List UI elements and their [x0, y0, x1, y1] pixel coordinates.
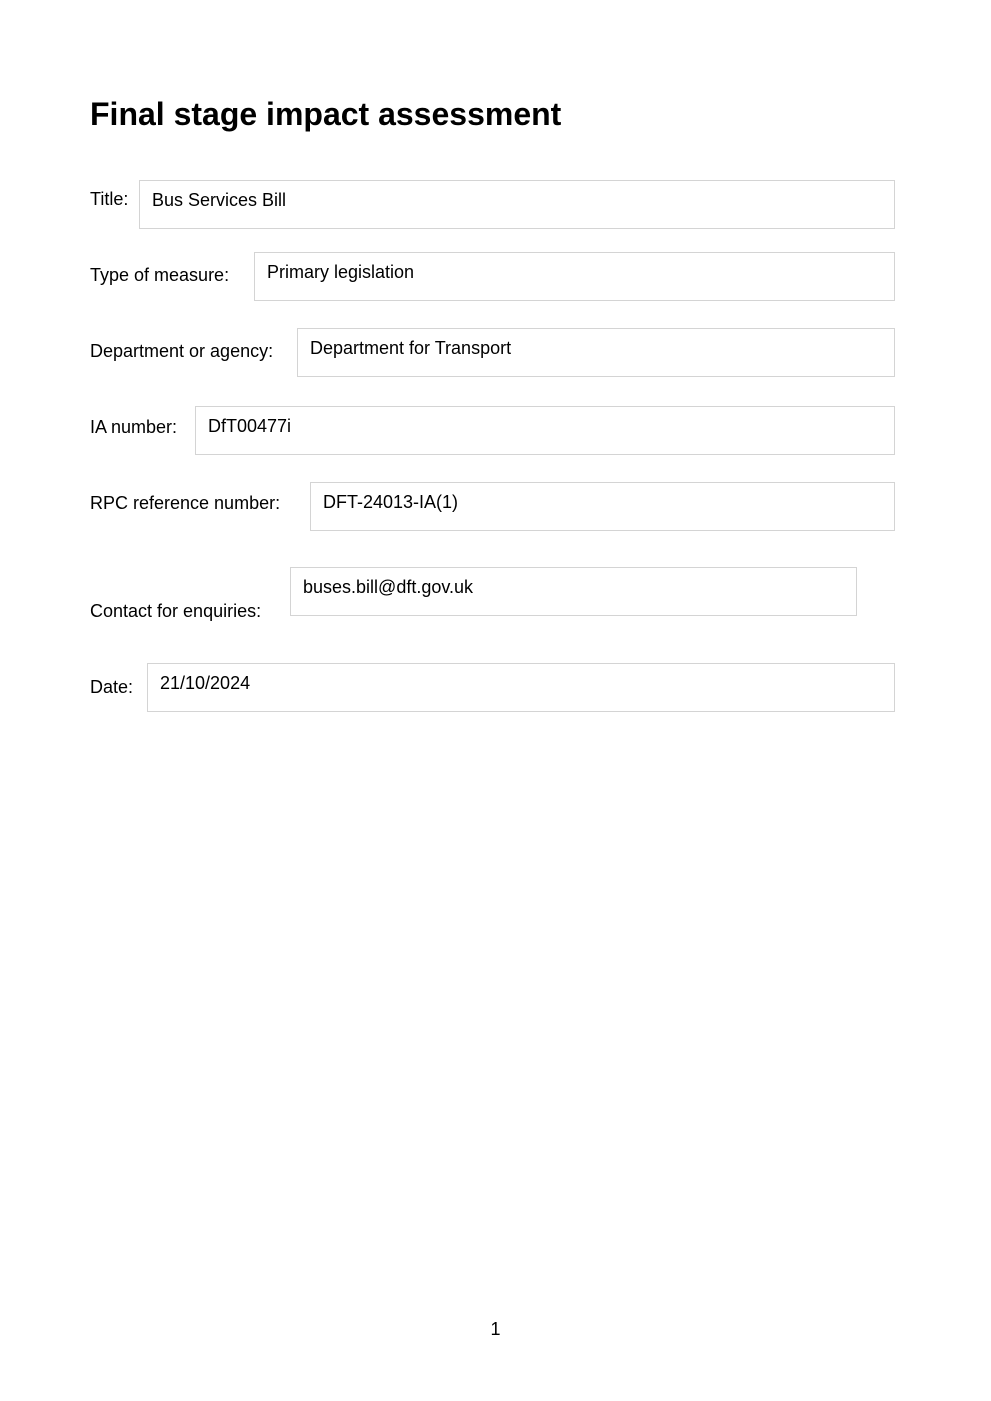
page-number: 1 — [490, 1319, 501, 1339]
type-of-measure-value-box: Primary legislation — [254, 252, 895, 301]
title-value-box: Bus Services Bill — [139, 180, 895, 229]
rpc-reference-label: RPC reference number: — [90, 493, 281, 513]
ia-number-value-box: DfT00477i — [195, 406, 895, 455]
rpc-reference-value-box: DFT-24013-IA(1) — [310, 482, 895, 531]
date-label: Date: — [90, 677, 134, 697]
type-of-measure-label: Type of measure: — [90, 265, 230, 285]
date-value-box: 21/10/2024 — [147, 663, 895, 712]
title-label: Title: — [90, 189, 129, 209]
page-title: Final stage impact assessment — [90, 96, 562, 132]
contact-value-box: buses.bill@dft.gov.uk — [290, 567, 857, 616]
contact-label: Contact for enquiries: — [90, 601, 262, 621]
department-label: Department or agency: — [90, 341, 274, 361]
department-value-box: Department for Transport — [297, 328, 895, 377]
ia-number-label: IA number: — [90, 417, 178, 437]
